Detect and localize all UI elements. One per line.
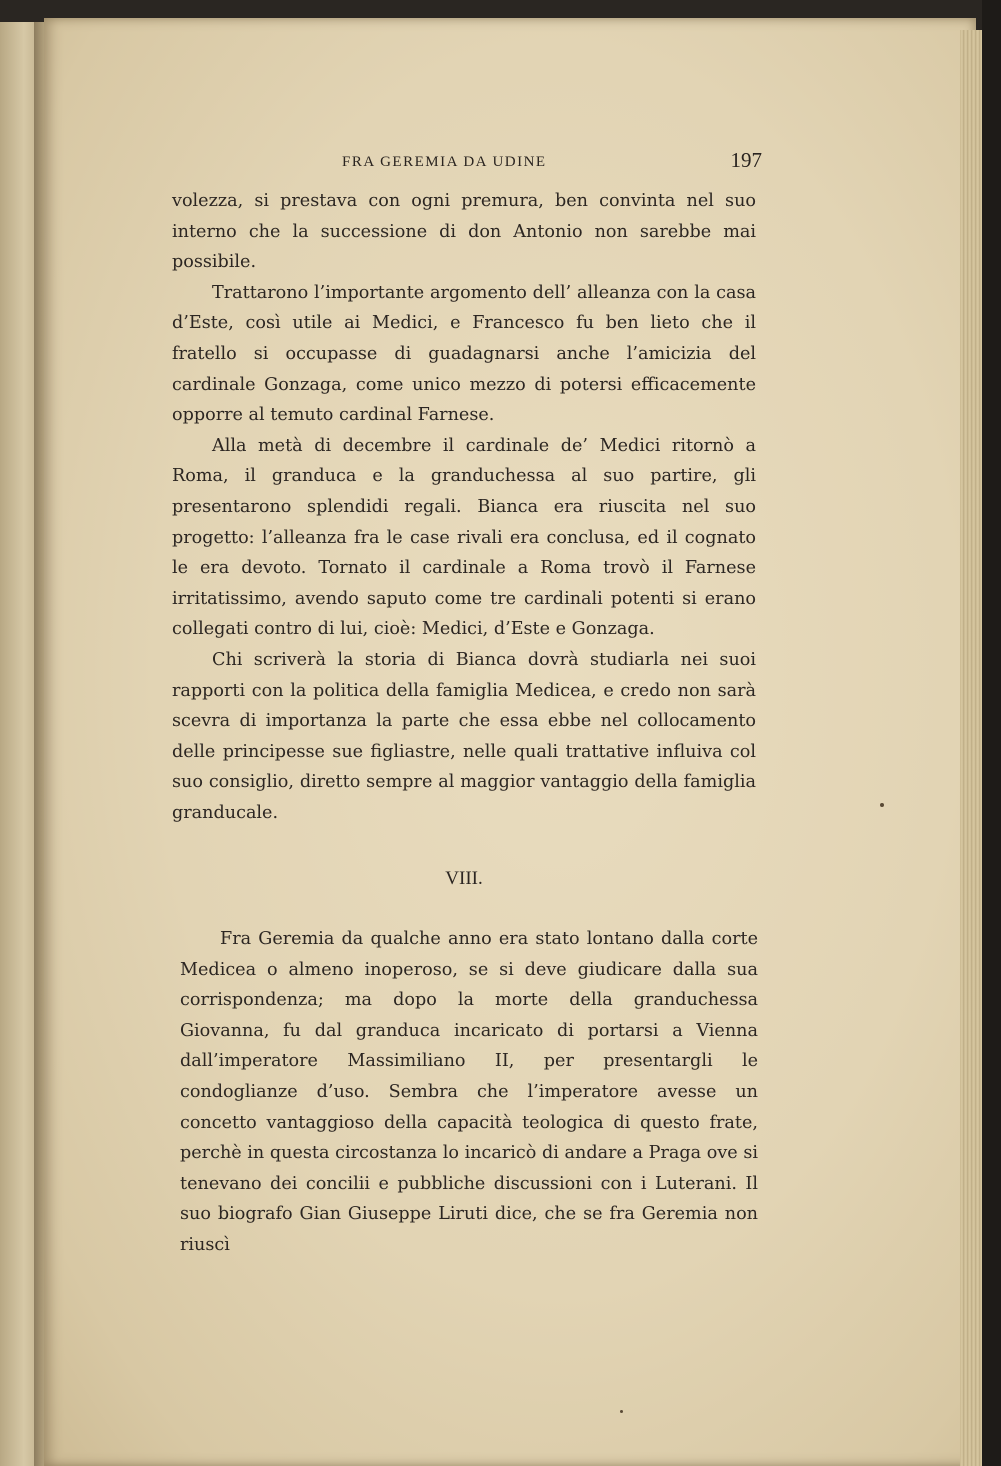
page-number: 197 [730, 148, 762, 172]
paragraph: Trattarono l’importante argomento dell’ alleanza con la casa d’Este, così utile ai Medici, e Francesco fu ben lieto che il fratello si occupasse di guadagnarsi anche l’amicizia del cardinale Gonzaga, come unico mezzo di potersi efficacemente opporre al temuto cardinal Farnese. [172, 282, 756, 426]
scan-background [982, 0, 1001, 1466]
running-head [170, 150, 762, 174]
page-stack-edge [960, 30, 982, 1466]
paragraph: volezza, si prestava con ogni premura, ben convinta nel suo interno che la successione di don Antonio non sarebbe mai possibile. [172, 191, 756, 273]
text-block-before [172, 186, 756, 828]
paragraph: Chi scriverà la storia di Bianca dovrà studiarla nei suoi rapporti con la politica della famiglia Medicea, e credo non sarà scevra di importanza la parte che essa ebbe nel collocamento delle principesse sue figliastre, nelle quali trattative influiva col suo consiglio, diretto sempre al maggior vantaggio della famiglia granducale. [172, 649, 756, 823]
text-block-after [180, 924, 758, 1261]
paragraph: Alla metà di decembre il cardinale de’ Medici ritornò a Roma, il granduca e la granduchessa al suo partire, gli presentarono splendidi regali. Bianca era riuscita nel suo progetto: l’alleanza fra le case rivali era conclusa, ed il cognato le era devoto. Tornato il cardinale a Roma trovò il Farnese irritatissimo, avendo saputo come tre cardinali potenti si erano collegati contro di lui, cioè: Medici, d’Este e Gonzaga. [172, 435, 756, 640]
paragraph: Fra Geremia da qualche anno era stato lontano dalla corte Medicea o almeno inoperoso, se si deve giudicare dalla sua corrispondenza; ma dopo la morte della granduchessa Giovanna, fu dal granduca incaricato di portarsi a Vienna dall’imperatore Massimiliano II, per presentargli le condoglianze d’uso. Sembra che l’imperatore avesse un concetto vantaggioso della capacità teologica di questo frate, perchè in questa circostanza lo incaricò di andare a Praga ove si tenevano dei concilii e pubbliche discussioni con i Luterani. Il suo biografo Gian Giuseppe Liruti dice, che se fra Geremia non riuscì [180, 929, 758, 1255]
running-title: FRA GEREMIA DA UDINE [342, 154, 547, 170]
paper-speck [880, 803, 884, 807]
section-heading: VIII. [445, 868, 483, 889]
paper-speck [620, 1410, 623, 1413]
